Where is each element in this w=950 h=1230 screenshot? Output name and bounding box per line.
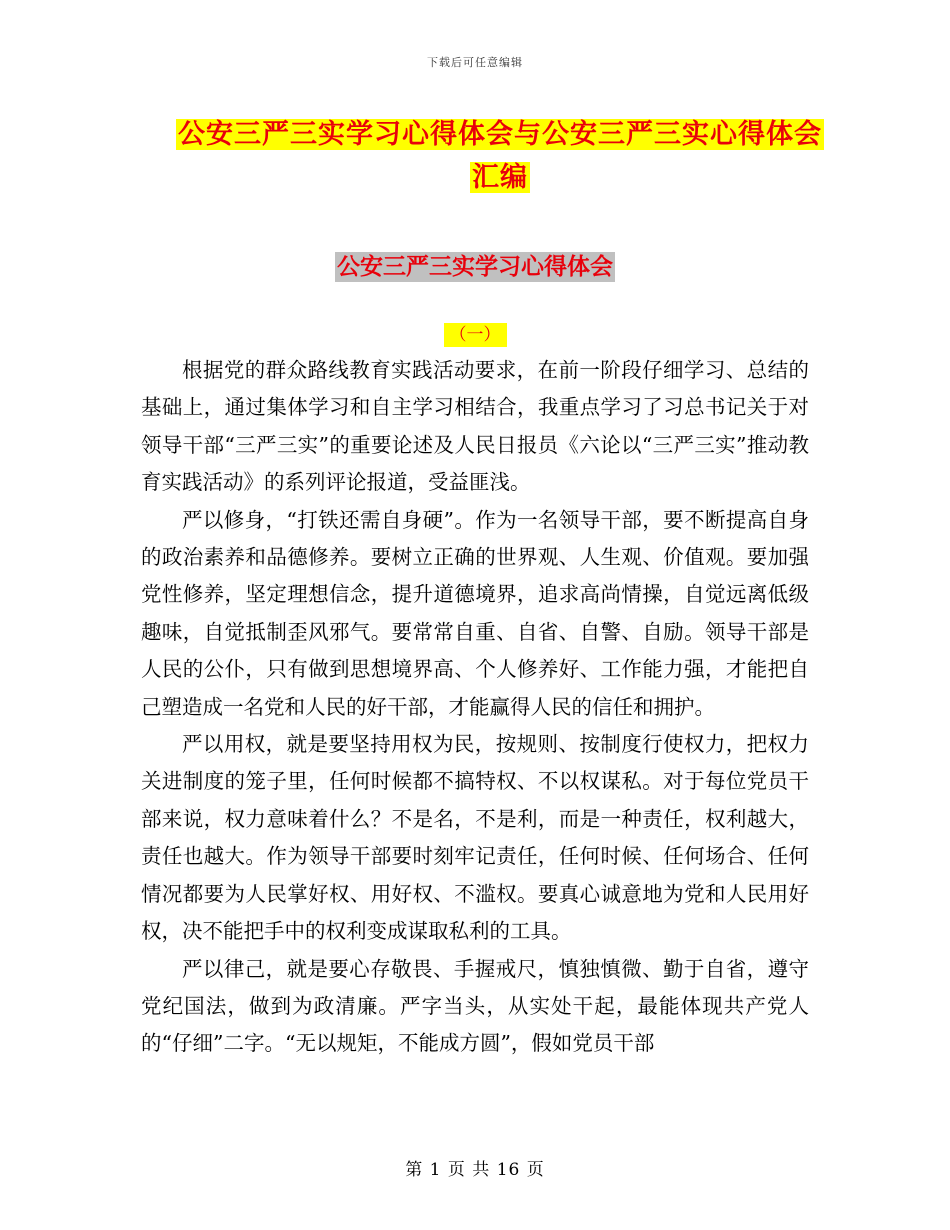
section-title-text: 公安三严三实学习心得体会 [337,254,613,280]
document-title-continued [140,155,860,194]
document-title-line2: 汇编 [472,162,528,193]
document-title [140,112,860,151]
subsection-number [0,320,950,345]
subsection-number-text: （一） [444,323,507,347]
page-footer: 第 1 页 共 16 页 [405,1160,545,1180]
section-title [0,248,950,281]
paragraph: 严以修身，“打铁还需自身硬”。作为一名领导干部，要不断提高自身的政治素养和品德修养。要树立正确的世界观、人生观、价值观。要加强党性修养，坚定理想信念，提升道德境界，追求高尚情操，自觉远离低级趣味，自觉抵制歪风邪气。要常常自重、自省、自警、自励。领导干部是人民的公仆，只有做到思想境界高、个人修养好、工作能力强，才能把自己塑造成一名党和人民的好干部，才能赢得人民的信任和拥护。 [141,507,809,719]
paragraph: 根据党的群众路线教育实践活动要求，在前一阶段仔细学习、总结的基础上，通过集体学习和自主学习相结合，我重点学习了习总书记关于对领导干部“三严三实”的重要论述及人民日报员《六论以“三严三实”推动教育实践活动》的系列评论报道，受益匪浅。 [141,358,809,495]
page-header: 下载后可任意编辑 [427,56,523,69]
paragraph: 严以用权，就是要坚持用权为民，按规则、按制度行使权力，把权力关进制度的笼子里，任何时候都不搞特权、不以权谋私。对于每位党员干部来说，权力意味着什么？不是名，不是利，而是一种责任，权利越大，责任也越大。作为领导干部要时刻牢记责任，任何时候、任何场合、任何情况都要为人民掌好权、用好权、不滥权。要真心诚意地为党和人民用好权，决不能把手中的权利变成谋取私利的工具。 [141,732,809,944]
paragraph: 严以律己，就是要心存敬畏、手握戒尺，慎独慎微、勤于自省，遵守党纪国法，做到为政清廉。严字当头，从实处干起，最能体现共产党人的“仔细”二字。“无以规矩，不能成方圆”，假如党员干部 [141,956,809,1056]
document-title-line1: 公安三严三实学习心得体会与公安三严三实心得体会 [178,119,822,150]
body-text [141,352,809,1063]
